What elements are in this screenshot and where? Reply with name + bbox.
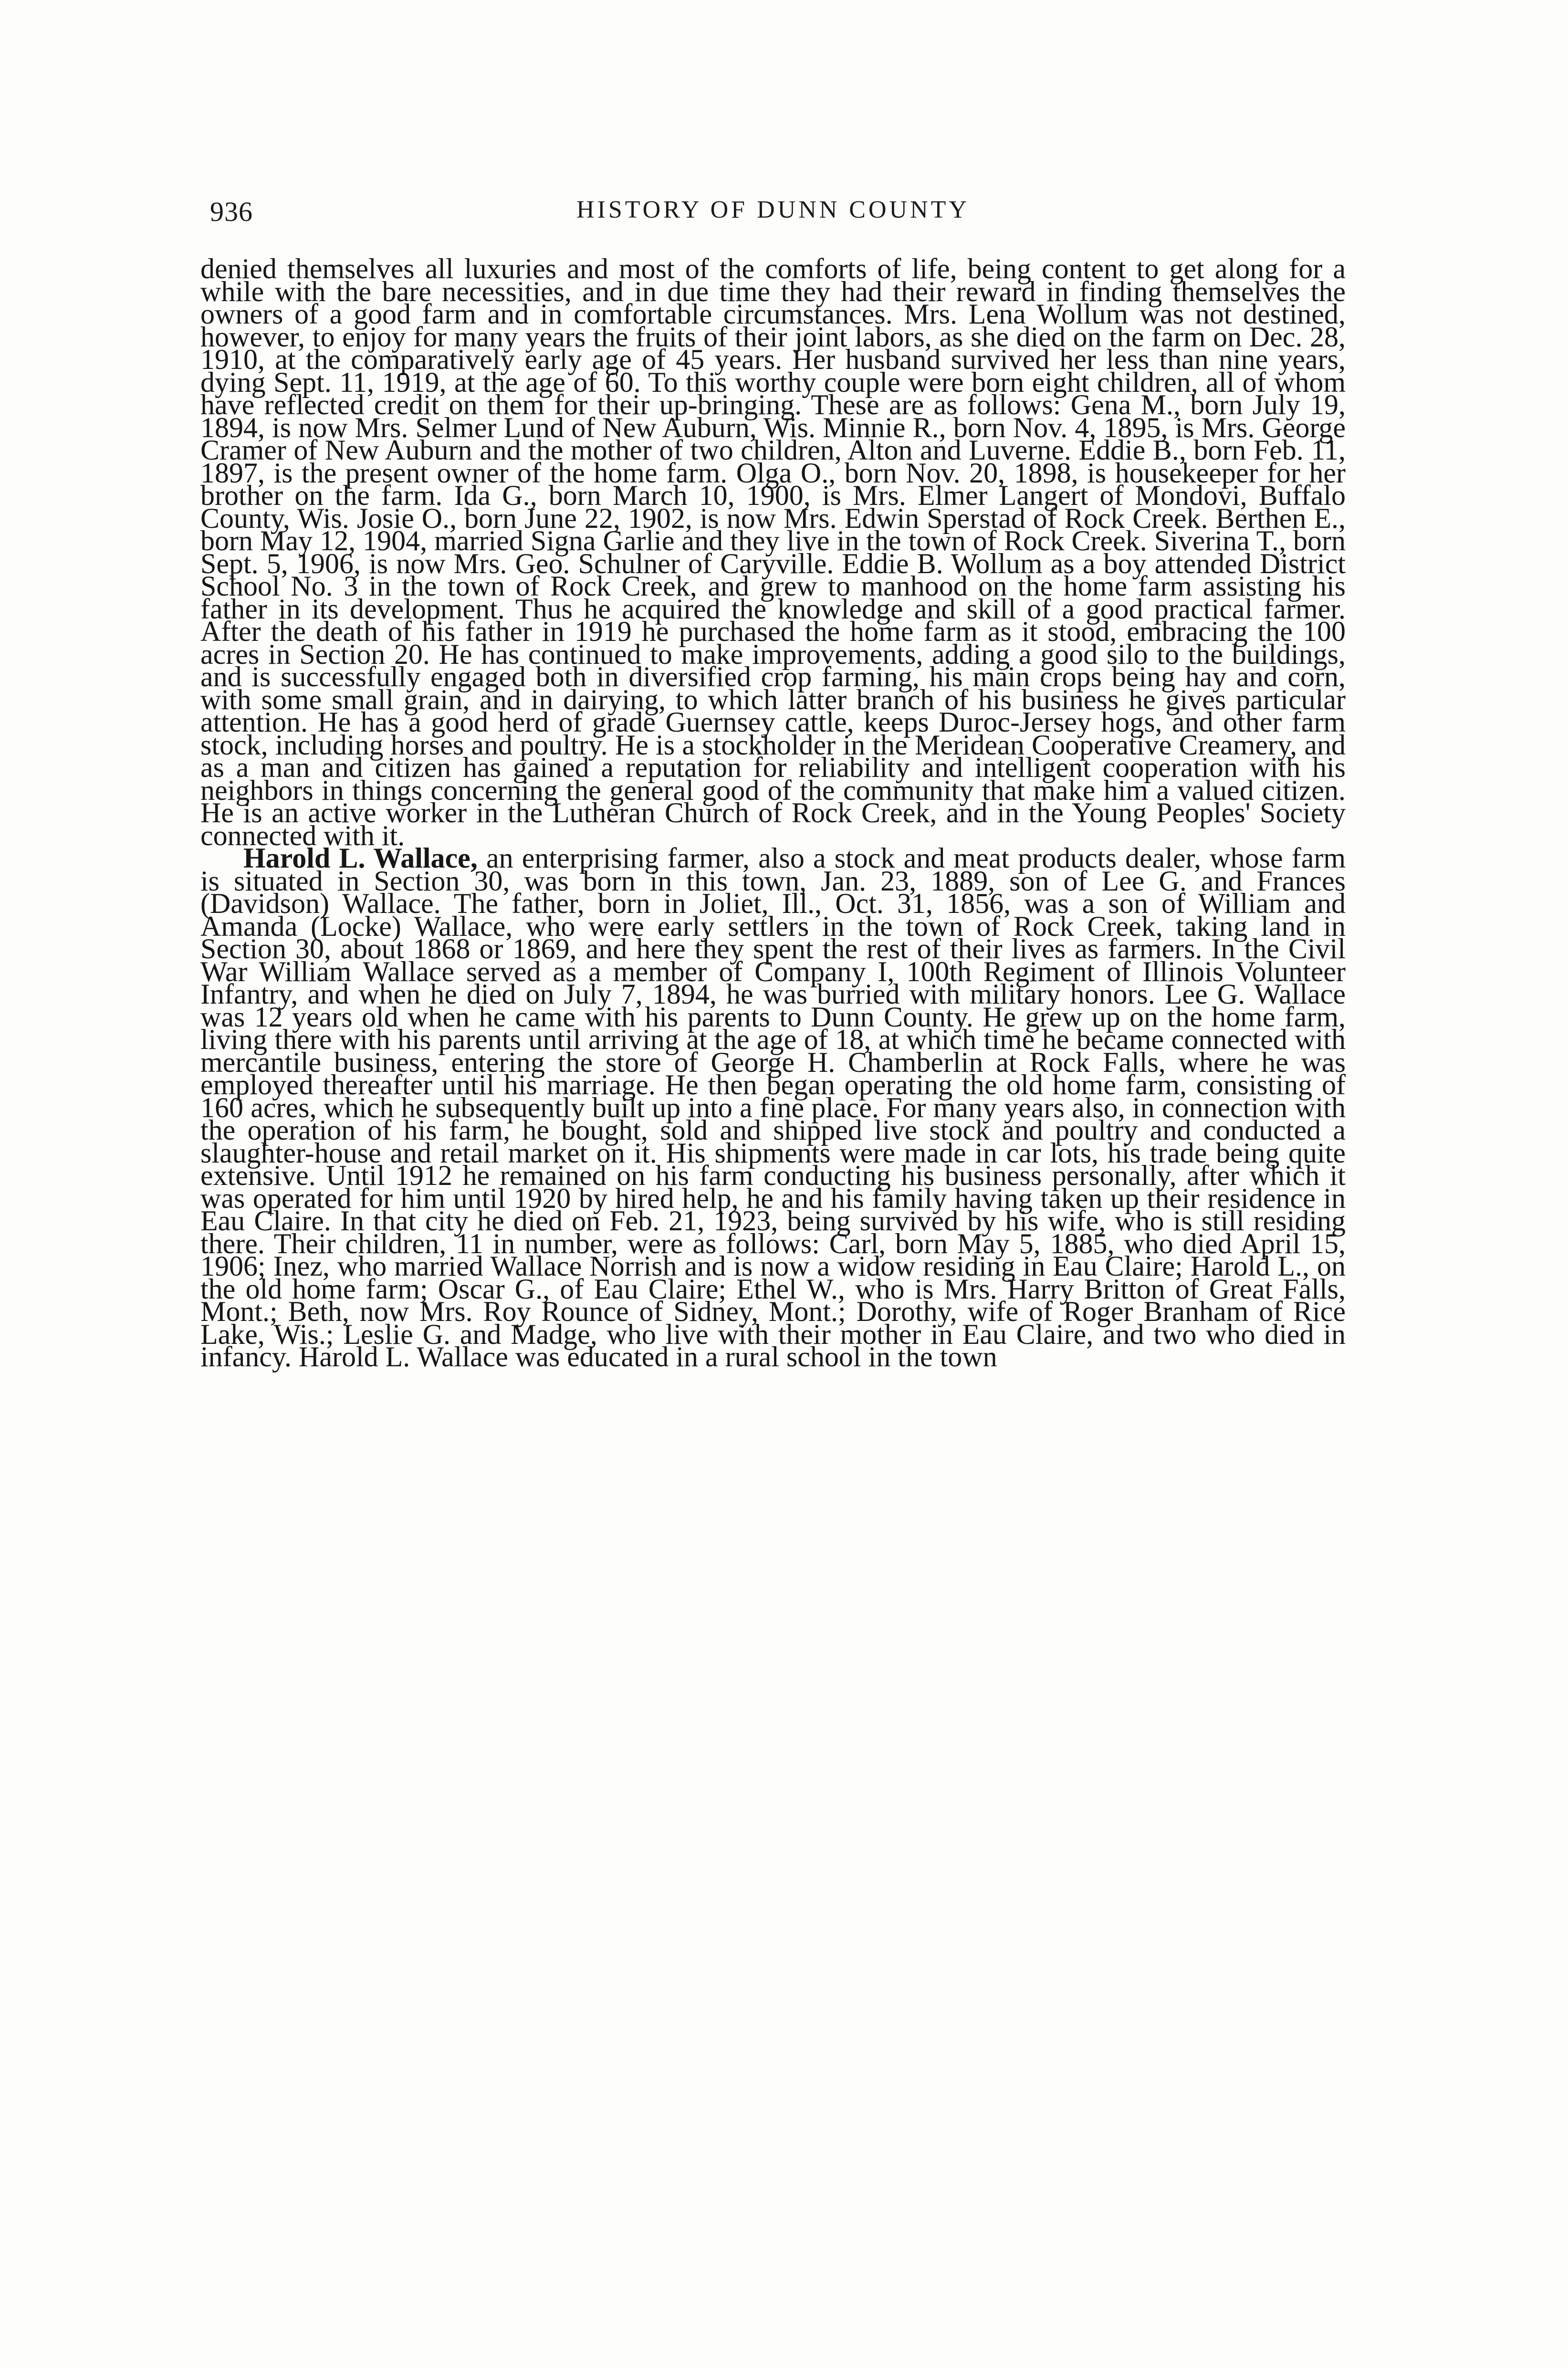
body-text xyxy=(200,253,1346,1373)
paragraph-wallace xyxy=(200,842,1346,1373)
paragraph-text: an enterprising farmer, also a stock and meat products dealer, whose farm is situated in Section 30, was born in this town, Jan. 23, 1889, son of Lee G. and Frances (Davidson) Wallace. The father, born in Joliet, Ill., Oct. 31, 1856, was a son of William and Amanda (Locke) Wallace, who were early settlers in the town of Rock Creek, taking land in Section 30, about 1868 or 1869, and here they spent the rest of their lives as farmers. In the Civil War William Wallace served as a member of Company I, 100th Regiment of Illinois Volunteer Infantry, and when he died on July 7, 1894, he was burried with military honors. Lee G. Wallace was 12 years old when he came with his parents to Dunn County. He grew up on the home farm, living there with his parents until arriving at the age of 18, at which time he became connected with mercantile business, entering the store of George H. Chamberlin at Rock Falls, where he was employed thereafter until his marriage. He then began operating the old home farm, consisting of 160 acres, which he subsequently built up into a fine place. For many years also, in connection with the operation of his farm, he bought, sold and shipped live stock and poultry and conducted a slaughter-house and retail market on it. His shipments were made in car lots, his trade being quite extensive. Until 1912 he remained on his farm conducting his business personally, after which it was operated for him until 1920 by hired help, he and his family having taken up their residence in Eau Claire. In that city he died on Feb. 21, 1923, being survived by his wife, who is still residing there. Their children, 11 in number, were as follows: Carl, born May 5, 1885, who died April 15, 1906; Inez, who married Wallace Norrish and is now a widow residing in Eau Claire; Harold L., on the old home farm; Oscar G., of Eau Claire; Ethel W., who is Mrs. Harry Britton of Great Falls, Mont.; Beth, now Mrs. Roy Rounce of Sidney, Mont.; Dorothy, wife of Roger Branham of Rice Lake, Wis.; Leslie G. and Madge, who live with their mother in Eau Claire, and two who died in infancy. Harold L. Wallace was educated in a rural school in the town xyxy=(200,842,1346,1373)
page-number: 936 xyxy=(210,196,253,227)
running-title: HISTORY OF DUNN COUNTY xyxy=(576,196,970,223)
paragraph-wollum xyxy=(200,253,1346,851)
page-header xyxy=(210,196,1336,239)
paragraph-text: denied themselves all luxuries and most of the comforts of life, being content to get along for a while with the bare necessities, and in due time they had their reward in finding themselves the owners of a good farm and in comfortable circumstances. Mrs. Lena Wollum was not destined, however, to enjoy for many years the fruits of their joint labors, as she died on the farm on Dec. 28, 1910, at the comparatively early age of 45 years. Her husband survived her less than nine years, dying Sept. 11, 1919, at the age of 60. To this worthy couple were born eight children, all of whom have reflected credit on them for their up-bringing. These are as follows: Gena M., born July 19, 1894, is now Mrs. Selmer Lund of New Auburn, Wis. Minnie R., born Nov. 4, 1895, is Mrs. George Cramer of New Auburn and the mother of two children, Alton and Luverne. Eddie B., born Feb. 11, 1897, is the present owner of the home farm. Olga O., born Nov. 20, 1898, is housekeeper for her brother on the farm. Ida G., born March 10, 1900, is Mrs. Elmer Langert of Mondovi, Buffalo County, Wis. Josie O., born June 22, 1902, is now Mrs. Edwin Sperstad of Rock Creek. Berthen E., born May 12, 1904, married Signa Garlie and they live in the town of Rock Creek. Siverina T., born Sept. 5, 1906, is now Mrs. Geo. Schulner of Caryville. Eddie B. Wollum as a boy attended District School No. 3 in the town of Rock Creek, and grew to manhood on the home farm assisting his father in its development. Thus he acquired the knowledge and skill of a good practical farmer. After the death of his father in 1919 he purchased the home farm as it stood, embracing the 100 acres in Section 20. He has continued to make improvements, adding a good silo to the buildings, and is successfully engaged both in diversified crop farming, his main crops being hay and corn, with some small grain, and in dairying, to which latter branch of his business he gives particular attention. He has a good herd of grade Guernsey cattle, keeps Duroc-Jersey hogs, and other farm stock, including horses and poultry. He is a stockholder in the Meridean Cooperative Creamery, and as a man and citizen has gained a reputation for reliability and intelligent cooperation with his neighbors in things concerning the general good of the community that make him a valued citizen. He is an active worker in the Lutheran Church of Rock Creek, and in the Young Peoples' Society connected with it. xyxy=(200,253,1346,851)
biography-name: Harold L. Wallace, xyxy=(243,842,478,874)
